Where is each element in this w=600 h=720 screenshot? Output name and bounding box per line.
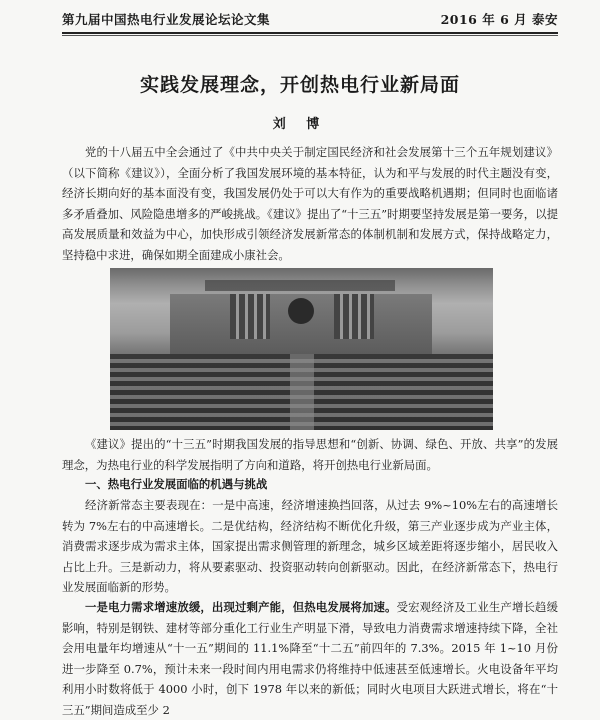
- plenary-session-photo: [110, 268, 493, 430]
- emblem-icon: [288, 298, 314, 324]
- paragraph-intro: 党的十八届五中全会通过了《中共中央关于制定国民经济和社会发展第十三个五年规划建议》（以下简称《建议》），全面分析了我国发展环境的基本特征，认为和平与发展的时代主题没有变，经济长期向好的基本面没有变，我国发展仍处于可以大有作为的重要战略机遇期；但同时也面临诸多矛盾叠加、风险隐患增多的严峻挑战。《建议》提出了“十三五”时期要坚持发展是第一要务，以提高发展质量和效益为中心，加快形成引领经济发展新常态的体制机制和发展方式，保持战略定力，坚持稳中求进，确保如期全面建成小康社会。: [62, 145, 558, 262]
- article-author: 刘 博: [272, 117, 328, 132]
- header-rule-thin: [62, 35, 558, 36]
- running-header: [62, 6, 558, 32]
- photo-flags-right: [334, 294, 374, 339]
- paragraph-concepts: 《建议》提出的“十三五”时期我国发展的指导思想和“创新、协调、绿色、开放、共享”的发展理念，为热电行业的科学发展指明了方向和道路，将开创热电行业新局面。: [62, 437, 558, 472]
- header-date-location: 2016 年 6 月 泰安: [440, 12, 558, 27]
- photo-banner: [205, 280, 395, 291]
- photo-aisle: [290, 354, 314, 430]
- header-proceedings-title: 第九届中国热电行业发展论坛论文集: [62, 12, 271, 27]
- paragraph-lead: 一是电力需求增速放缓，出现过剩产能，但热电发展将加速。: [85, 600, 397, 614]
- header-rule: [62, 32, 558, 34]
- photo-flags-left: [230, 294, 270, 339]
- paragraph-power-demand: [62, 597, 558, 720]
- section-heading-1: 一、热电行业发展面临的机遇与挑战: [85, 477, 268, 491]
- article-title: 实践发展理念，开创热电行业新局面: [139, 74, 460, 96]
- paragraph-body: 受宏观经济及工业生产增长趋缓影响，特别是钢铁、建材等部分重化工行业生产明显下滑，导致电力消费需求增速持续下降，全社会用电量年均增速从“十一五”期间的 11.1%降至“十二五”前四年的 7.3%。2015 年 1~10 月份进一步降至 0.7%，预计未来一段时间内用电需求仍将维持中低速甚至低速增长。火电设备年平均利用小时数将低于 4000 小时，创下 1978 年以来的新低；同时火电项目大跃进式增长，将在“十三五”期间造成至少 2: [62, 600, 558, 717]
- paragraph-new-normal: 经济新常态主要表现在：一是中高速，经济增速换挡回落，从过去 9%~10%左右的高速增长转为 7%左右的中高速增长。二是优结构，经济结构不断优化升级，第三产业逐步成为产业主体，消费需求逐步成为需求主体，国家提出需求侧管理的新理念，城乡区域差距将逐步缩小，居民收入占比上升。三是新动力，将从要素驱动、投资驱动转向创新驱动。因此，在经济新常态下，热电行业发展面临新的形势。: [62, 498, 558, 594]
